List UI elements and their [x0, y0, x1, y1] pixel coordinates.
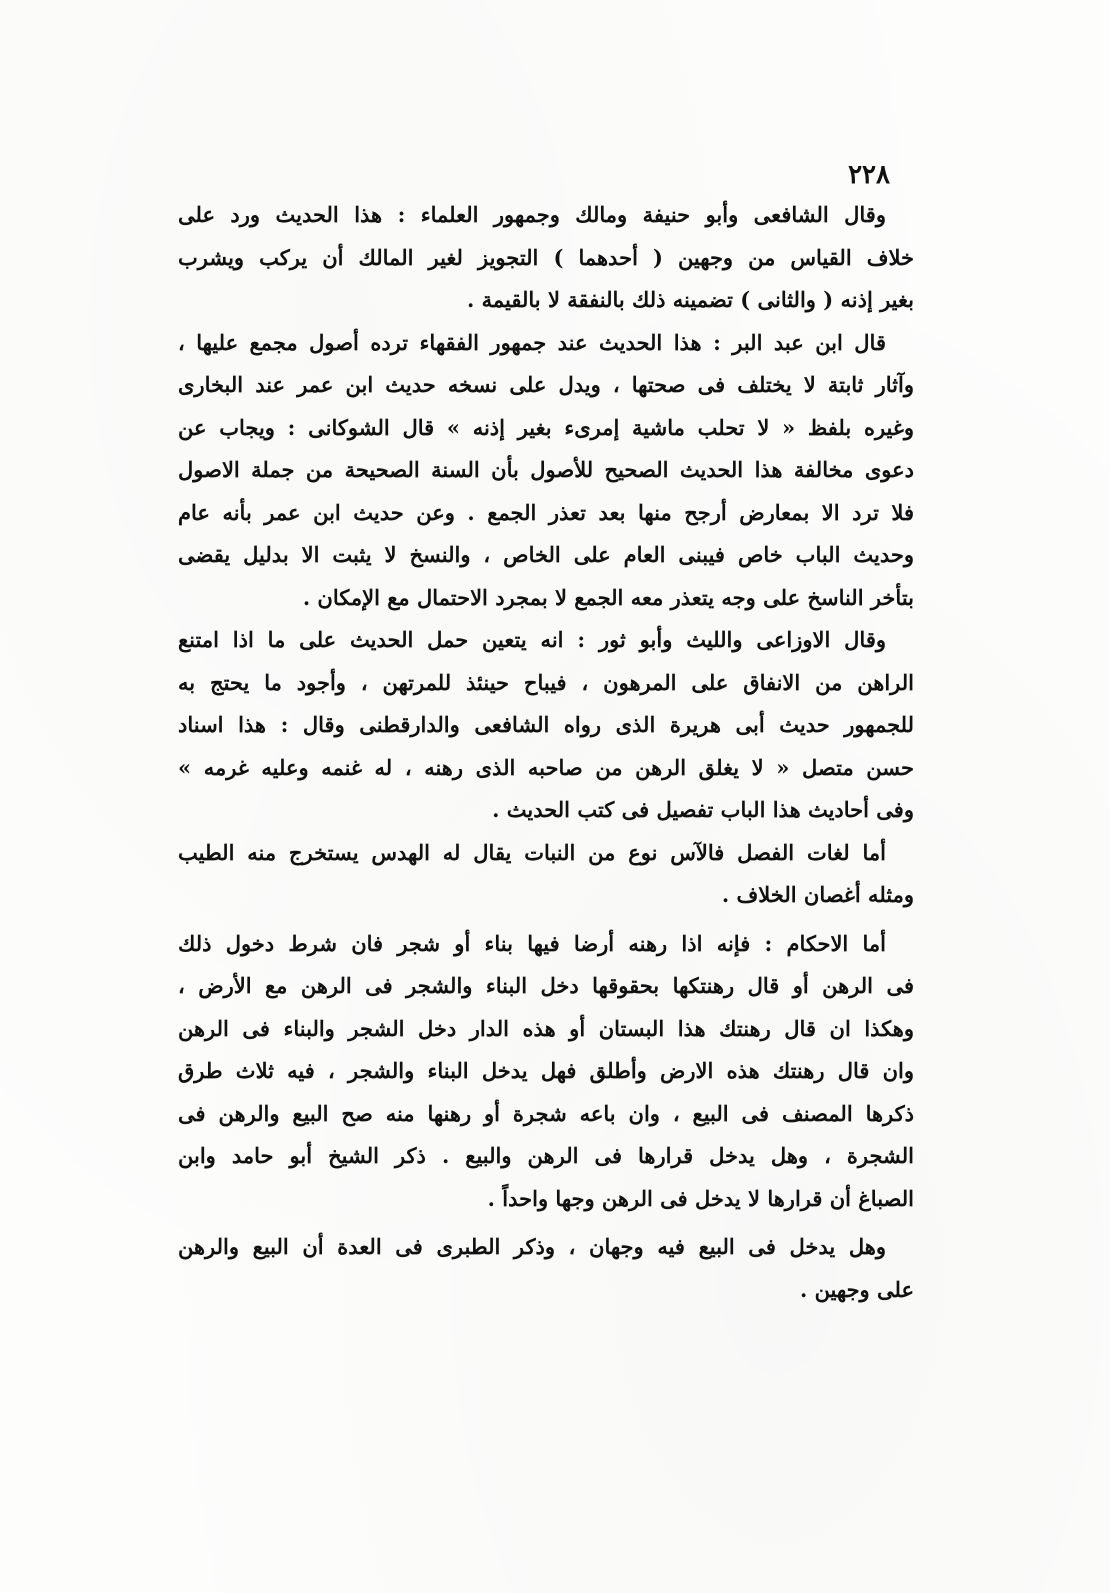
text-line: للجمهور حديث أبى هريرة الذى رواه الشافعى والدارقطنى وقال : هذا اسناد: [178, 712, 914, 737]
paragraph: [178, 322, 914, 620]
paragraph: [178, 619, 914, 832]
text-line: وهكذا ان قال رهنتك هذا البستان أو هذه الدار دخل الشجر والبناء فى الرهن: [178, 1015, 914, 1041]
paragraph: [178, 194, 914, 322]
text-line: فلا ترد الا بمعارض أرجح منها بعد تعذر الجمع . وعن حديث ابن عمر بأنه عام: [178, 499, 914, 525]
page-number: ٢٢٨: [848, 160, 890, 190]
text-line: وغيره بلفظ « لا تحلب ماشية إمرىء بغير إذنه » قال الشوكانى : ويجاب عن: [178, 414, 914, 440]
text-line: دعوى مخالفة هذا الحديث الصحيح للأصول بأن السنة الصحيحة من جملة الاصول: [178, 457, 914, 482]
text-line: وآثار ثابتة لا يختلف فى صحتها ، ويدل على نسخه حديث ابن عمر عند البخارى: [178, 372, 914, 397]
text-line: ذكرها المصنف فى البيع ، وان باعه شجرة أو رهنها منه صح البيع والرهن فى: [178, 1100, 914, 1126]
text-line: ومثله أغصان الخلاف .: [721, 882, 914, 907]
text-line: وقال الشافعى وأبو حنيفة ومالك وجمهور العلماء : هذا الحديث ورد على: [178, 202, 886, 227]
text-line: خلاف القياس من وجهين ( أحدهما ) التجويز لغير المالك أن يركب ويشرب: [178, 244, 914, 270]
text-line: فى الرهن أو قال رهنتكها بحقوقها دخل البناء والشجر فى الرهن مع الأرض ،: [178, 973, 914, 998]
paragraph: [178, 832, 914, 917]
text-line: وفى أحاديث هذا الباب تفصيل فى كتب الحديث .: [492, 797, 914, 822]
text-line: أما الاحكام : فإنه اذا رهنه أرضا فيها بناء أو شجر فان شرط دخول ذلك: [178, 930, 886, 956]
text-line: بتأخر الناسخ على وجه يتعذر معه الجمع لا بمجرد الاحتمال مع الإمكان .: [302, 584, 914, 610]
body-text: [178, 194, 914, 1311]
paragraph: [178, 923, 914, 1221]
text-line: الصباغ أن قرارها لا يدخل فى الرهن وجها واحداً .: [487, 1185, 914, 1211]
text-line: بغير إذنه ( والثانى ) تضمينه ذلك بالنفقة لا بالقيمة .: [467, 287, 914, 312]
text-line: وان قال رهنتك هذه الارض وأطلق فهل يدخل البناء والشجر ، فيه ثلاث طرق: [178, 1058, 914, 1083]
text-line: حسن متصل « لا يغلق الرهن من صاحبه الذى رهنه ، له غنمه وعليه غرمه »: [178, 754, 914, 780]
text-line: أما لغات الفصل فالآس نوع من النبات يقال له الهدس يستخرج منه الطيب: [178, 839, 886, 865]
text-line: الراهن من الانفاق على المرهون ، فيباح حينئذ للمرتهن ، وأجود ما يحتج به: [178, 669, 914, 695]
text-line: على وجهين .: [799, 1276, 914, 1302]
text-line: الشجرة ، وهل يدخل قرارها فى الرهن والبيع . ذكر الشيخ أبو حامد وابن: [178, 1143, 914, 1168]
text-line: وحديث الباب خاص فيبنى العام على الخاص ، والنسخ لا يثبت الا بدليل يقضى: [178, 542, 914, 567]
text-line: قال ابن عبد البر : هذا الحديث عند جمهور الفقهاء ترده أصول مجمع عليها ،: [178, 329, 886, 355]
text-line: وهل يدخل فى البيع فيه وجهان ، وذكر الطبرى فى العدة أن البيع والرهن: [178, 1234, 886, 1259]
text-line: وقال الاوزاعى والليث وأبو ثور : انه يتعين حمل الحديث على ما اذا امتنع: [178, 627, 886, 652]
paragraph: [178, 1226, 914, 1311]
